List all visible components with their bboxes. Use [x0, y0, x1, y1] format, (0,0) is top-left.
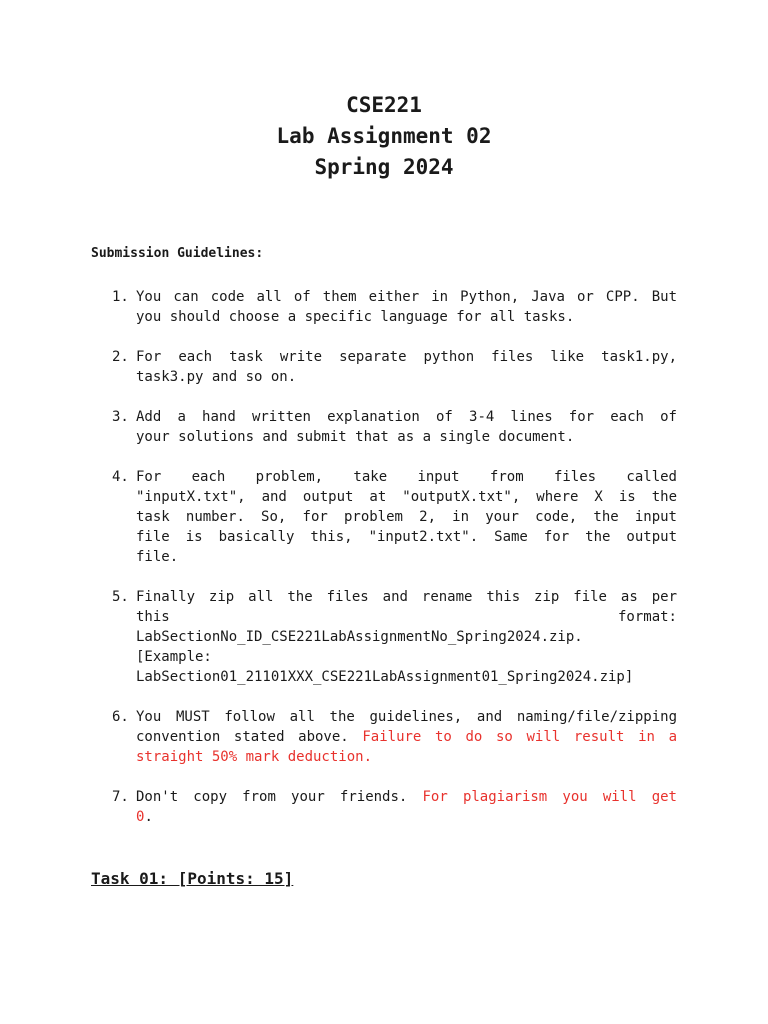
course-code: CSE221: [346, 93, 422, 117]
warning-text: straight 50% mark deduction.: [136, 749, 373, 765]
assignment-name: Lab Assignment 02: [276, 124, 492, 148]
list-item-text: Add a hand written explanation of 3-4 lines for each of your solutions and submit that as a single document.: [136, 409, 677, 445]
list-item-text: You can code all of them either in Python, Java or CPP. But you should choose a specific language for all tasks.: [136, 289, 677, 325]
list-item: [0, 787, 768, 827]
semester: Spring 2024: [314, 155, 454, 179]
warning-text: Failure to do so will result in a: [362, 729, 677, 745]
list-item: [0, 407, 768, 447]
submission-guidelines-heading: Submission Guidelines:: [91, 246, 264, 261]
list-item-text: For each problem, take input from files called "inputX.txt", and output at "outputX.txt", where X is the task number. So, for problem 2, in your code, the input file is basically this, "input2.txt". Same for the output file.: [136, 469, 677, 565]
split-line: [136, 607, 677, 627]
guidelines-list: [0, 287, 768, 847]
word: format:: [617, 609, 677, 625]
list-item-text: You MUST follow all the guidelines, and naming/file/zipping convention stated above. Failure to do so will result in a straight 50% mark deduction.: [136, 709, 677, 765]
list-item: [0, 347, 768, 387]
list-item-number: 2.: [112, 349, 129, 365]
warning-text: For plagiarism you will get: [422, 789, 677, 805]
list-item: [0, 287, 768, 327]
list-item-number: 5.: [112, 589, 129, 605]
list-item: [0, 587, 768, 687]
list-item-number: 6.: [112, 709, 129, 725]
list-item-text: Don't copy from your friends. For plagiarism you will get 0.: [136, 789, 677, 825]
list-item: [0, 707, 768, 767]
word: this: [136, 609, 170, 625]
list-item-number: 7.: [112, 789, 129, 805]
warning-text: 0: [136, 809, 145, 825]
list-item-number: 3.: [112, 409, 129, 425]
list-item-text: Finally zip all the files and rename this zip file as per this format: LabSectionNo_ID_CSE221LabAssignmentNo_Spring2024.zip. [Example: LabSection01_21101XXX_CSE221LabAssignment01_Spring2024.zip]: [136, 589, 677, 685]
list-item-text: For each task write separate python files like task1.py, task3.py and so on.: [136, 349, 677, 385]
list-item-number: 4.: [112, 469, 129, 485]
list-item: [0, 467, 768, 567]
list-item-number: 1.: [112, 289, 129, 305]
document-title: [0, 90, 768, 183]
task-heading: Task 01: [Points: 15]: [91, 869, 294, 888]
